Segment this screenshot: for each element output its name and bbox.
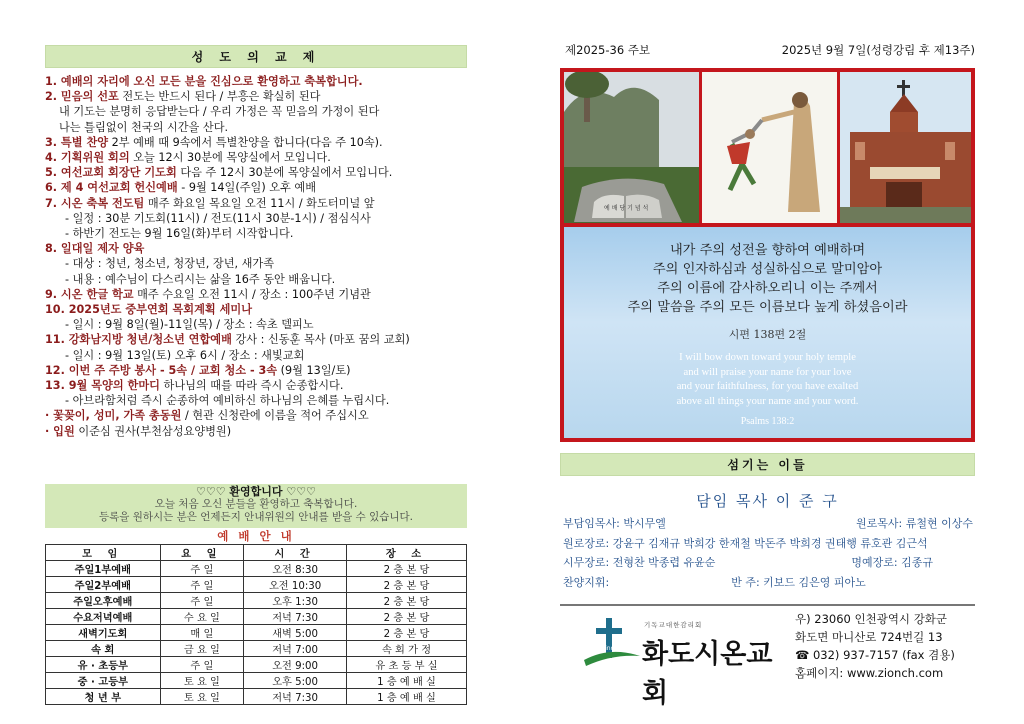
news-item	[45, 135, 467, 150]
news-item-heading: 1. 예배의 자리에 오신 모든 분을 진심으로 환영하고 축복합니다.	[45, 75, 363, 88]
news-item-text: 강사 : 신동훈 목사 (마포 꿈의 교회)	[231, 333, 410, 347]
scripture-korean	[564, 227, 971, 317]
news-item-heading: 5. 여선교회 회장단 기도회	[45, 166, 177, 180]
worship-row	[46, 561, 467, 577]
news-item	[45, 348, 467, 363]
worship-guide-title: 예 배 안 내	[217, 529, 295, 543]
worship-row	[46, 609, 467, 625]
bulletin-date: 2025년 9월 7일(성령강림 후 제13주)	[781, 43, 975, 57]
welcome-box	[45, 484, 467, 528]
news-item-text: 전도는 반드시 된다 / 부흥은 확실히 된다	[118, 90, 321, 104]
worship-cell: 주일오후예배	[46, 593, 161, 609]
news-item-text: - 일정 : 30분 기도회(11시) / 전도(11시 30분-1시) / 점심식사	[65, 211, 371, 225]
news-item-heading: 9. 시온 한글 학교	[45, 287, 134, 301]
worship-row	[46, 657, 467, 673]
worship-cell: 오전 9:00	[244, 657, 347, 673]
welcome-line-1: 오늘 처음 오신 분들을 환영하고 축복합니다.	[154, 498, 358, 510]
verse-line-korean: 주의 인자하심과 성실하심으로 말미암아	[652, 262, 883, 277]
stone-text: 예 배 당 기 념 석	[604, 205, 649, 212]
verse-line-korean: 내가 주의 성전을 향하여 예배하며	[669, 243, 866, 258]
cross-logo-icon	[582, 616, 642, 674]
news-item-heading: · 꽃꽂이, 성미, 가족 총동원	[45, 409, 182, 423]
address-line-1: 우) 23060 인천광역시 강화군	[795, 612, 948, 626]
worship-schedule-table	[45, 544, 467, 705]
news-item-heading: 4. 기획위원 회의	[45, 151, 130, 165]
news-item	[45, 241, 467, 256]
church-contact	[795, 610, 955, 682]
scripture-panel	[564, 227, 971, 438]
memorial-stone-photo	[564, 72, 699, 223]
news-item	[45, 272, 467, 287]
worship-cell: 저녁 7:30	[244, 689, 347, 705]
worship-cell: 2 층 본 당	[347, 625, 467, 641]
worship-cell: 2 층 본 당	[347, 609, 467, 625]
worship-cell: 속 회	[46, 641, 161, 657]
worship-column-header: 시 간	[244, 545, 347, 561]
news-item-text: 매주 화요일 목요일 오전 11시 / 화도터미널 앞	[144, 196, 375, 210]
serving-elders: 시무장로: 전형찬 박종렵 유윤순	[563, 556, 716, 569]
staff-row-elders-emeritus	[563, 534, 973, 554]
worship-cell: 저녁 7:00	[244, 641, 347, 657]
news-item-heading: 2. 믿음의 선포	[45, 90, 119, 104]
news-item-text: 내 기도는 분명히 응답받는다 / 우리 가정은 꼭 믿음의 가정이 된다	[59, 105, 380, 119]
worship-cell: 금 요 일	[160, 641, 244, 657]
church-drawing	[840, 72, 971, 223]
worship-cell: 새벽 5:00	[244, 625, 347, 641]
elder-pastor: 원로목사: 류철현 이상수	[856, 517, 973, 530]
worship-cell: 수 요 일	[160, 609, 244, 625]
associate-pastor: 부담임목사: 박시무엘	[563, 517, 666, 530]
worship-cell: 2 층 본 당	[347, 593, 467, 609]
staff-list	[563, 514, 973, 592]
news-item-text: - 대상 : 청년, 청소년, 청장년, 장년, 새가족	[65, 257, 275, 271]
news-item	[45, 165, 467, 180]
news-item	[45, 226, 467, 241]
senior-pastor: 담임 목사 이 준 구	[696, 492, 839, 510]
worship-cell: 유 초 등 부 실	[347, 657, 467, 673]
news-item-text: - 일시 : 9월 8일(월)-11일(목) / 장소 : 속초 델피노	[65, 318, 314, 332]
church-logo	[582, 616, 782, 709]
news-item	[45, 424, 467, 439]
embrace-drawing	[702, 72, 837, 223]
worship-cell: 오후 1:30	[244, 593, 347, 609]
news-item	[45, 180, 467, 195]
worship-cell: 속 회 가 정	[347, 641, 467, 657]
logo-since: since 1905	[602, 645, 635, 652]
worship-cell: 중 · 고등부	[46, 673, 161, 689]
news-item-text: - 일시 : 9월 13일(토) 오후 6시 / 장소 : 새빛교회	[65, 348, 305, 362]
worship-cell: 오전 8:30	[244, 561, 347, 577]
news-item-text: 오늘 12시 30분에 목양실에서 모입니다.	[129, 151, 331, 165]
worship-cell: 주 일	[160, 593, 244, 609]
news-item	[45, 196, 467, 211]
news-item	[45, 332, 467, 347]
verse-line-english: and your faithfulness, for you have exalted	[676, 381, 859, 392]
news-item-heading: 6. 제 4 여선교회 헌신예배	[45, 181, 178, 195]
staff-row-music	[563, 573, 973, 593]
servers-header: 섬기는 이들	[560, 453, 975, 476]
worship-cell: 2 층 본 당	[347, 561, 467, 577]
bulletin-topline	[565, 42, 975, 58]
worship-row	[46, 673, 467, 689]
news-item-text: 다음 주 12시 30분에 목양실에서 모입니다.	[176, 166, 393, 180]
verse-line-korean: 주의 말씀을 주의 모든 이름보다 높게 하셨음이라	[627, 300, 908, 315]
church-footer	[560, 604, 975, 709]
scripture-reference-korean: 시편 138편 2절	[728, 328, 807, 341]
news-item-text: - 9월 14일(주일) 오후 예배	[177, 181, 317, 195]
news-item-heading: 12. 이번 주 주방 봉사 - 5속 / 교회 청소 - 3속	[45, 363, 278, 377]
worship-cell: 청 년 부	[46, 689, 161, 705]
news-section	[45, 45, 467, 439]
news-item	[45, 317, 467, 332]
worship-column-header: 장 소	[347, 545, 467, 561]
verse-line-korean: 주의 이름에 감사하오리니 이는 주께서	[657, 281, 878, 296]
worship-column-header: 요 일	[160, 545, 244, 561]
news-item	[45, 211, 467, 226]
worship-cell: 주일1부예배	[46, 561, 161, 577]
news-item-text: 하나님의 때를 따라 즉시 순종합시다.	[159, 379, 344, 393]
news-item	[45, 378, 467, 393]
news-item-text: 2부 예배 때 9속에서 특별찬양을 합니다(다음 주 10속).	[108, 135, 383, 149]
worship-cell: 오전 10:30	[244, 577, 347, 593]
worship-cell: 주 일	[160, 561, 244, 577]
news-item-heading: 8. 일대일 제자 양육	[45, 242, 145, 256]
news-item-text: / 현관 신청란에 이름을 적어 주십시오	[181, 409, 369, 423]
news-item-heading: 10. 2025년도 중부연회 목회계획 세미나	[45, 303, 253, 317]
worship-cell: 수요저녁예배	[46, 609, 161, 625]
worship-cell: 1 층 예 배 실	[347, 689, 467, 705]
news-list	[45, 74, 467, 439]
news-item	[45, 363, 467, 378]
news-header: 성 도 의 교 제	[45, 45, 467, 68]
worship-cell: 토 요 일	[160, 673, 244, 689]
news-item-heading: · 입원	[45, 424, 75, 438]
news-item	[45, 302, 467, 317]
news-item	[45, 89, 467, 104]
news-item	[45, 408, 467, 423]
news-item-text: - 아브라함처럼 즉시 순종하여 예비하신 하나님의 은혜를 누립시다.	[65, 394, 390, 408]
homepage[interactable]: 홈페이지: www.zionch.com	[795, 666, 944, 680]
verse-line-english: I will bow down toward your holy temple	[679, 352, 856, 363]
worship-cell: 주 일	[160, 657, 244, 673]
worship-row	[46, 593, 467, 609]
news-item-heading: 7. 시온 축복 전도팀	[45, 196, 145, 210]
worship-column-header: 모 임	[46, 545, 161, 561]
news-item-heading: 13. 9월 목양의 한마디	[45, 379, 160, 393]
worship-row	[46, 577, 467, 593]
elders-emeritus: 원로장로: 강윤구 김재규 박희강 한재철 박돈주 박희경 권태행 류호관 김근석	[563, 536, 928, 550]
address-line-2: 화도면 마니산로 724번길 13	[795, 630, 943, 644]
worship-cell: 새벽기도회	[46, 625, 161, 641]
worship-cell: 토 요 일	[160, 689, 244, 705]
news-item	[45, 150, 467, 165]
news-item-heading: 3. 특별 찬양	[45, 135, 109, 149]
worship-cell: 오후 5:00	[244, 673, 347, 689]
scripture-english	[564, 351, 971, 409]
worship-row	[46, 641, 467, 657]
cover-frame	[560, 68, 975, 442]
news-item-heading: 11. 강화남지방 청년/청소년 연합예배	[45, 333, 232, 347]
church-name: 화도시온교회	[642, 639, 773, 709]
church-building-photo	[840, 72, 971, 223]
news-item-text: (9월 13일/토)	[277, 363, 351, 377]
news-item	[45, 256, 467, 271]
worship-cell: 유 · 초등부	[46, 657, 161, 673]
denomination: 기독교대한감리회	[644, 621, 703, 629]
staff-row-pastors	[563, 514, 973, 534]
scripture-reference-english: Psalms 138:2	[740, 416, 795, 427]
news-item	[45, 104, 467, 119]
news-item	[45, 393, 467, 408]
worship-row	[46, 625, 467, 641]
issue-number: 제2025-36 주보	[565, 43, 651, 57]
worship-cell: 저녁 7:30	[244, 609, 347, 625]
accompanist: 반 주: 키보드 김은영 피아노	[731, 575, 866, 589]
memorial-stone-image	[564, 72, 699, 223]
news-item-text: 이준심 권사(부천삼성요양병원)	[74, 424, 232, 438]
news-item-text: 나는 틀림없이 천국의 시간을 산다.	[59, 120, 229, 134]
news-item-text: - 내용 : 예수님이 다스리시는 삶을 16주 동안 배웁니다.	[65, 272, 336, 286]
news-item-text: - 하반기 전도는 9월 16일(화)부터 시작합니다.	[65, 227, 294, 241]
welcome-title: ♡♡♡ 환영합니다 ♡♡♡	[196, 485, 316, 498]
choir-director: 찬양지휘:	[563, 575, 610, 589]
verse-line-english: above all things your name and your word.	[676, 395, 859, 407]
news-item	[45, 74, 467, 89]
staff-row-elders	[563, 553, 973, 573]
worship-cell: 2 층 본 당	[347, 577, 467, 593]
honorary-elders: 명예장로: 김종규	[851, 556, 933, 569]
worship-cell: 주 일	[160, 577, 244, 593]
news-item-text: 매주 수요일 오전 11시 / 장소 : 100주년 기념관	[133, 287, 371, 301]
phone: ☎ 032) 937-7157 (fax 겸용)	[795, 648, 955, 662]
news-item	[45, 287, 467, 302]
verse-line-english: and will praise your name for your love	[683, 366, 852, 378]
news-item	[45, 120, 467, 135]
worship-cell: 매 일	[160, 625, 244, 641]
worship-cell: 1 층 예 배 실	[347, 673, 467, 689]
welcome-line-2: 등록을 원하시는 분은 언제든지 안내위원의 안내를 받을 수 있습니다.	[98, 511, 414, 523]
worship-row	[46, 689, 467, 705]
worship-cell: 주일2부예배	[46, 577, 161, 593]
jesus-embrace-illustration	[702, 72, 837, 223]
